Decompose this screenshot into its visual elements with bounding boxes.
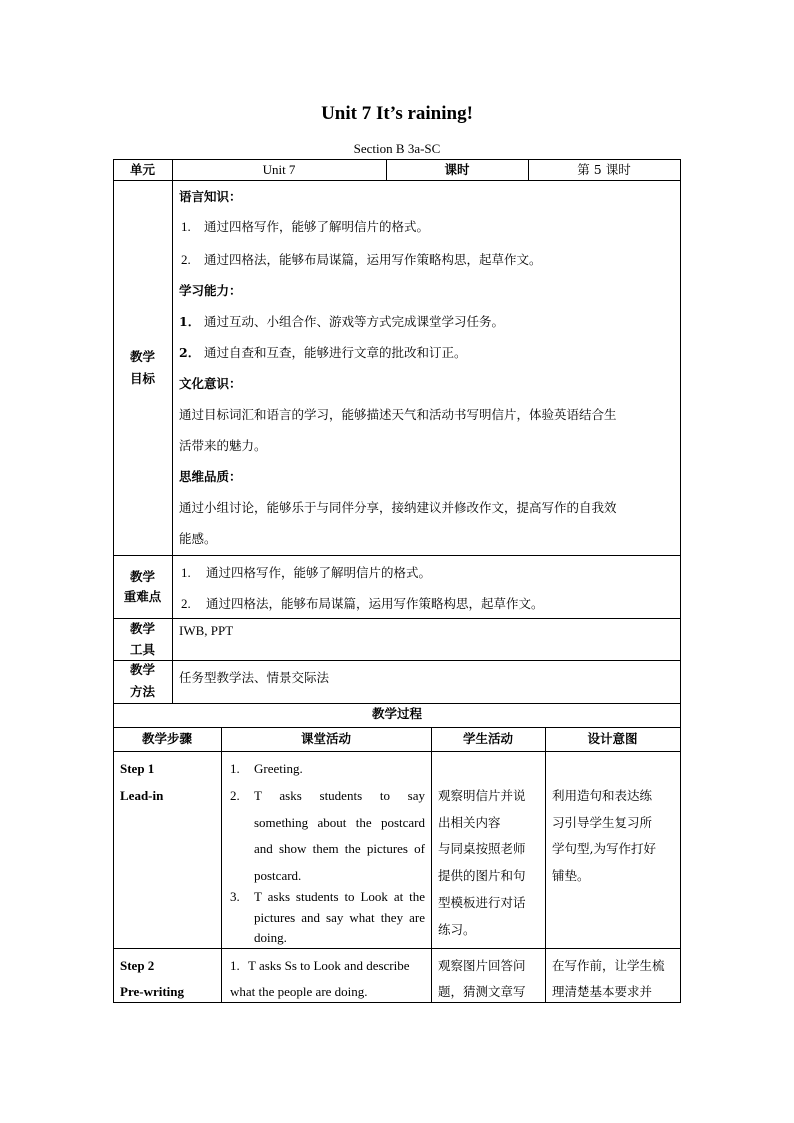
step1-act2-num: 2. bbox=[230, 788, 240, 803]
methods-label-2: 方法 bbox=[129, 684, 155, 699]
step1-act3-line-1: T asks students to Look at the bbox=[254, 889, 425, 904]
step2-intent-line-1: 在写作前，让学生梳 bbox=[552, 958, 665, 973]
ability-2-num: 2． bbox=[179, 345, 201, 360]
document-subtitle: Section B 3a-SC bbox=[353, 141, 441, 156]
step1-student-line-5: 型模板进行对话 bbox=[438, 895, 526, 910]
ability-1-text: 通过互动、小组合作、游戏等方式完成课堂学习任务。 bbox=[204, 314, 505, 329]
culture-heading: 文化意识： bbox=[179, 376, 242, 391]
tools-label-2: 工具 bbox=[129, 642, 155, 657]
step1-student-line-1: 观察明信片并说 bbox=[438, 788, 526, 803]
lesson-value: 第 5 课时 bbox=[577, 162, 631, 177]
methods-label-1: 教学 bbox=[129, 662, 155, 677]
step1-act1-text: Greeting. bbox=[254, 761, 303, 776]
step1-intent-line-3: 学句型,为写作打好 bbox=[552, 841, 656, 856]
step1-intent-line-2: 习引导学生复习所 bbox=[552, 815, 653, 830]
keypoint-2-num: 2. bbox=[181, 596, 191, 611]
lang-heading: 语言知识： bbox=[179, 189, 242, 204]
step2-act1-line-1: T asks Ss to Look and describe bbox=[248, 958, 410, 973]
document-title: Unit 7 It’s raining! bbox=[321, 103, 473, 124]
step1-name: Step 1 bbox=[120, 761, 155, 776]
step2-student-line-2: 题，猜测文章写 bbox=[438, 984, 526, 999]
step2-act1-num: 1. bbox=[230, 958, 240, 973]
unit-value: Unit 7 bbox=[262, 162, 296, 177]
step1-act2-line-3: and show them the pictures of bbox=[254, 841, 425, 856]
ability-1-num: 1． bbox=[179, 314, 201, 329]
col-header-activity: 课堂活动 bbox=[300, 731, 351, 746]
culture-line-2: 活带来的魅力。 bbox=[179, 438, 267, 453]
tools-label-1: 教学 bbox=[129, 621, 155, 636]
tools-value: IWB, PPT bbox=[179, 623, 234, 638]
step1-student-line-4: 提供的图片和句 bbox=[438, 868, 526, 883]
step2-act1-line-2: what the people are doing. bbox=[230, 984, 368, 999]
step1-intent-line-1: 利用造句和表达练 bbox=[552, 788, 653, 803]
objectives-label-2: 目标 bbox=[129, 371, 155, 386]
keypoint-1-text: 通过四格写作，能够了解明信片的格式。 bbox=[206, 565, 432, 580]
step2-student-line-1: 观察图片回答问 bbox=[438, 958, 526, 973]
step1-act1-num: 1. bbox=[230, 761, 240, 776]
step2-name: Step 2 bbox=[120, 958, 155, 973]
ability-2-text: 通过自查和互查，能够进行文章的批改和订正。 bbox=[204, 345, 467, 360]
culture-line-1: 通过目标词汇和语言的学习，能够描述天气和活动书写明信片，体验英语结合生 bbox=[179, 407, 617, 422]
keypoint-2-text: 通过四格法，能够布局谋篇，运用写作策略构思，起草作文。 bbox=[206, 596, 544, 611]
col-header-student: 学生活动 bbox=[462, 731, 513, 746]
step1-act3-num: 3. bbox=[230, 889, 240, 904]
lang-1-num: 1. bbox=[181, 219, 191, 234]
process-heading: 教学过程 bbox=[371, 706, 422, 721]
step1-student-line-3: 与同桌按照老师 bbox=[438, 841, 526, 856]
step1-act3-line-2: pictures and say what they are bbox=[254, 910, 425, 925]
keypoint-1-num: 1. bbox=[181, 565, 191, 580]
step1-act3-line-3: doing. bbox=[254, 930, 287, 945]
step1-student-line-6: 练习。 bbox=[438, 922, 476, 937]
col-header-intent: 设计意图 bbox=[587, 731, 638, 746]
step1-act2-line-2: something about the postcard bbox=[254, 815, 425, 830]
keypoints-label-1: 教学 bbox=[129, 569, 155, 584]
col-header-step: 教学步骤 bbox=[141, 731, 192, 746]
step1-subname: Lead-in bbox=[120, 788, 164, 803]
methods-value: 任务型教学法、情景交际法 bbox=[179, 670, 330, 685]
step1-intent-line-4: 铺垫。 bbox=[552, 868, 590, 883]
lesson-label: 课时 bbox=[444, 162, 470, 177]
thinking-line-1: 通过小组讨论，能够乐于与同伴分享，接纳建议并修改作文，提高写作的自我效 bbox=[179, 500, 617, 515]
step1-act2-line-1: T asks students to say bbox=[254, 788, 425, 803]
step2-intent-line-2: 理清楚基本要求并 bbox=[552, 984, 653, 999]
ability-heading: 学习能力： bbox=[179, 283, 242, 298]
thinking-line-2: 能感。 bbox=[179, 531, 217, 546]
thinking-heading: 思维品质： bbox=[179, 469, 242, 484]
unit-label: 单元 bbox=[129, 162, 155, 177]
step1-student-line-2: 出相关内容 bbox=[438, 815, 501, 830]
objectives-label-1: 教学 bbox=[129, 349, 155, 364]
step1-act2-line-4: postcard. bbox=[254, 868, 302, 883]
lang-1-text: 通过四格写作，能够了解明信片的格式。 bbox=[204, 219, 430, 234]
keypoints-label-2: 重难点 bbox=[123, 589, 162, 604]
step2-subname: Pre-writing bbox=[120, 984, 185, 999]
lang-2-num: 2. bbox=[181, 252, 191, 267]
lang-2-text: 通过四格法，能够布局谋篇，运用写作策略构思，起草作文。 bbox=[204, 252, 542, 267]
